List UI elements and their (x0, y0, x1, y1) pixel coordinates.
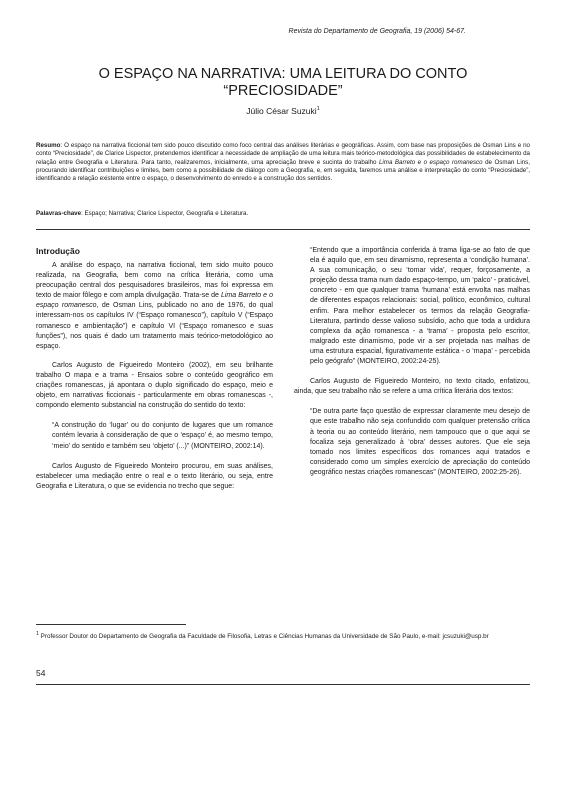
journal-header: Revista do Departamento de Geografia, 19 (2006) 54-67. (288, 28, 466, 35)
abstract-text-2: de Osman Lins, procurando identificar contribuições e limites, bem como a possibilidade de diálogo com a Geografia, e, em seguida, faremos uma análise e interpretação do conto “Preciosidade”, identificando a relação existente entre o espaço, o desenvolvimento do enredo e a construção dos sentidos. (36, 158, 530, 183)
keywords-text: : Espaço; Narrativa; Clarice Lispector, Geografia e Literatura. (81, 210, 249, 217)
footnote-text: Professor Doutor do Departamento de Geografia da Faculdade de Filosofia, Letras e Ciências Humanas da Universidade de São Paulo, e-mail: jcsuzuki@usp.br (38, 633, 489, 641)
paragraph-emphasis: Carlos Augusto de Figueiredo Monteiro, no texto citado, enfatizou, ainda, que seu trabalho não se refere a uma crítica literária dos textos: (294, 378, 530, 396)
footnote-mark: 1 (36, 631, 39, 637)
article-title (36, 66, 530, 100)
block-quote-2: “Entendo que a importância conferida à trama liga-se ao fato de que ela é aquilo que, em seu dinamismo, representa a ‘condição humana’. A sua comunicação, o seu ‘tomar vida’, requer, forçosamente, a projeção dessa trama num dado espaço-tempo, um ‘palco’ - praticável, concreto - em que qualquer trama ‘humana’ está envolta nas malhas de diferentes espaços relacionais: social, político, econômico, cultural enfim. Para melhor estabelecer os termos da relação Geografia-Literatura, partindo desse valioso subsídio, acho que toda a urdidura complexa da ação romanesca - a ‘trama’ - proposta pelo escritor, malgrado este dinamismo, pode vir a ser projetada nas malhas de uma estrutura espacial, figurativamente estática - o ‘mapa’ - percebida pelo geógrafo” (MONTEIRO, 2002:24-25). (310, 247, 530, 366)
abstract-italic-title: Lima Barreto e o espaço romanesco (378, 158, 483, 166)
paragraph-intro-text-a: A análise do espaço, na narrativa ficcional, tem sido muito pouco realizada, na Geografia, bem como na crítica literária, como uma preocupação central dos pesquisadores brasileiros, mas foi expressa em texto de maior fôlego e com ampla divulgação. Trata-se de (36, 262, 273, 300)
spacer (294, 367, 530, 377)
keywords-label: Palavras-chave (36, 210, 82, 217)
keywords (36, 210, 530, 218)
paragraph-intro-italic: Lima Barreto e o espaço romanesco (36, 292, 274, 310)
paragraph-intro (36, 261, 273, 352)
spacer (36, 352, 273, 361)
column-right (294, 246, 530, 478)
title-line-2: “PRECIOSIDADE” (223, 83, 343, 99)
abstract-label: Resumo (36, 142, 61, 149)
footnote (36, 630, 530, 642)
paragraph-mediation: Carlos Augusto de Figueiredo Monteiro procurou, em suas análises, estabelecer uma mediação entre o real e o texto literário, ou seja, entre Geografia e Literatura, o que se evidencia no trecho que segue: (36, 462, 273, 490)
spacer (36, 452, 273, 462)
footnote-divider (36, 624, 186, 625)
block-quote-3: “De outra parte faço questão de expressar claramente meu desejo de que este trabalho não seja confundido com qualquer pretensão crítica à teoria ou ao conteúdo literário, nem tampouco que o que aqui se focaliza seja generalizado à ‘obra’ desses autores. Que ele seja tomado nos limites específicos dos romances aqui tratados e considerado como um simples exercício de apreciação do conteúdo geográfico nestas criações romanescas” (MONTEIRO, 2002:25-26). (310, 408, 530, 476)
paragraph-intro-text-b: , de Osman Lins, publicado no ano de 1976, do qual interessam-nos os capítulos IV (“Espaço romanesco”), capítulo V (“Espaço romanesco e ambientação”) e capítulo VI (“Espaço romanesco e suas funções”), nos quais é dado um tratamento mais teórico-metodológico ao espaço. (36, 302, 273, 350)
section-divider (36, 229, 530, 230)
author-name: Júlio César Suzuki (246, 106, 317, 116)
section-heading: Introdução (36, 246, 80, 256)
abstract (36, 142, 530, 183)
abstract-text-1: : O espaço na narrativa ficcional tem sido pouco discutido como foco central das análises literárias e geográficas. Assim, com base nas proposições de Osman Lins e no conto “Preciosidade”, de Clarice Lispector, pretendemos identificar a necessidade de ampliação de uma leitura mais teórico-metodológica das possibilidades de estabelecimento da relação entre Geografia e Literatura. Para tanto, realizaremos, inicialmente, uma apreciação breve e sucinta do trabalho (36, 142, 530, 166)
block-quote-1: “A construção do ‘lugar’ ou do conjunto de lugares que um romance contém levaria à consideração de que o ‘espaço’ é, ao mesmo tempo, ‘meio’ do sentido e também seu ‘objeto’ (...)” (MONTEIRO, 2002:14). (52, 422, 273, 450)
paragraph-monteiro: Carlos Augusto de Figueiredo Monteiro (2002), em seu brilhante trabalho O mapa e a trama - Ensaios sobre o conteúdo geográfico em criações romanescas, já apontara o duplo significado do espaço, meio e objeto, em narrativas ficcionais - particularmente em obras romanescas -, compondo elemento substancial na construção do sentido do texto: (36, 361, 273, 410)
author-footnote-mark: 1 (316, 106, 320, 113)
spacer (294, 397, 530, 407)
title-line-1: O ESPAÇO NA NARRATIVA: UMA LEITURA DO CONTO (98, 66, 468, 82)
spacer (36, 411, 273, 421)
page-bottom-rule (36, 684, 530, 685)
column-left (36, 246, 273, 492)
author-line (36, 106, 530, 116)
page-number: 54 (36, 668, 46, 678)
